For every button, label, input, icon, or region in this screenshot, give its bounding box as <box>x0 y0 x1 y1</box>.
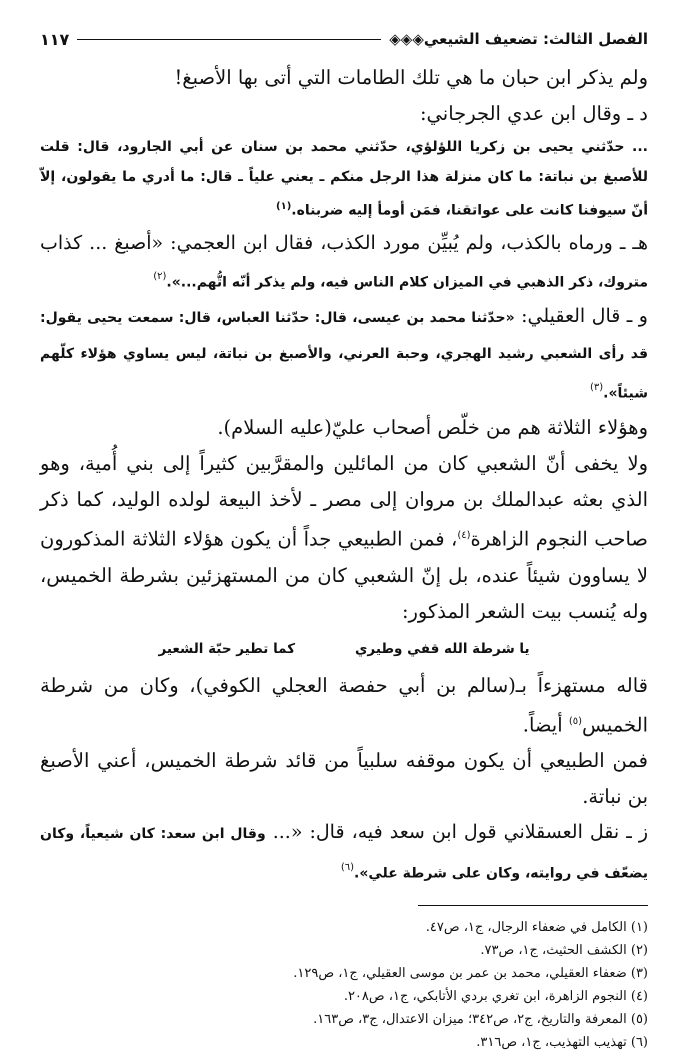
paragraph-text: أيضاً. <box>522 713 569 737</box>
paragraph-text: د ـ وقال ابن عدي الجرجاني: <box>419 102 648 125</box>
footnotes <box>40 916 648 1054</box>
footnote-marker: (٦) <box>340 862 354 874</box>
paragraph-text: ، فمن الطبيعي جداً أن يكون هؤلاء الثلاثة المذكورون لا يساوون شيئاً عنده، بل إنّ الشعبي كان من المستهزئين بشرطة الخميس، وله يُنسب بيت الشعر المذكور: <box>40 527 648 623</box>
running-header <box>40 26 648 52</box>
poem-hemistich-first: يا شرطة الله قفي وطيري <box>355 640 530 657</box>
paragraph-text: و ـ قال العقيلي: <box>521 304 648 327</box>
footnote: (٦) تهذيب التهذيب، ج١، ص٣١٦. <box>476 1034 648 1050</box>
footnote-marker: (١) <box>276 201 292 212</box>
main-text <box>40 60 648 891</box>
header-rule <box>77 39 381 40</box>
paragraph <box>40 299 648 410</box>
quotation-text: وقال ابن سعد: كان شيعياً، وكان يضعّف في روايته، وكان على شرطة علي». <box>40 826 648 882</box>
paragraph <box>40 668 648 744</box>
paragraph-text: فمن الطبيعي أن يكون موقفه سلبياً من قائد شرطة الخميس، أعني الأصبغ بن نباتة. <box>40 749 648 809</box>
footnote: (٥) المعرفة والتاريخ، ج٢، ص٣٤٢؛ ميزان الاعتدال، ج٣، ص١٦٣. <box>313 1011 648 1027</box>
footnote-marker: (٥) <box>568 715 583 727</box>
quotation <box>40 132 648 226</box>
paragraph <box>40 226 648 299</box>
paragraph-text: قاله مستهزءاً بـ(سالم بن أبي حفصة العجلي الكوفي)، وكان من شرطة الخميس <box>40 673 648 737</box>
paragraph <box>40 410 648 446</box>
footnote-marker: (٢) <box>153 270 167 282</box>
quotation-text: «حدّثنا محمد بن عيسى، قال: حدّثنا العباس، قال: سمعت يحيى يقول: قد رأى الشعبي رشيد الهجري، وحبة العرني، والأصبغ بن نباتة، ليس يساوي هؤلاء كلّهم شيئاً». <box>40 309 648 402</box>
paragraph-text: ولا يخفى أنّ الشعبي كان من المائلين والمقرَّبين كثيراً إلى بني أُمية، وهو الذي بعثه عبدالملك بن مروان إلى مصر ـ لأخذ البيعة لولده الوليد، كما ذكر صاحب النجوم الزاهرة <box>40 452 648 551</box>
footnote-marker: (٤) <box>457 530 471 542</box>
paragraph <box>40 743 648 815</box>
footnote-marker: (٣) <box>589 381 604 393</box>
footnote: (١) الكامل في ضعفاء الرجال، ج١، ص٤٧. <box>425 919 648 935</box>
quotation-text: ... حدّثني يحيى بن زكريا اللؤلؤي، حدّثني محمد بن سنان عن أبي الجارود، قال: قلت للأصبغ بن نباتة: ما كان منزلة هذا الرجل منكم ـ يعني علياً ـ قال: ما أدري ما يقولون، إلاّ أنّ سيوفنا كانت على عواتقنا، فمَن أومأ إليه ضربناه. <box>40 139 648 219</box>
poem-verse <box>40 630 648 668</box>
paragraph-text: ولم يذكر ابن حبان ما هي تلك الطامات التي أتى بها الأصبغ! <box>174 66 648 89</box>
paragraph-text: وهؤلاء الثلاثة هم من خلّص أصحاب عليّ(عليه السلام). <box>217 416 648 440</box>
footnote: (٣) ضعفاء العقيلي، محمد بن عمر بن موسى العقيلي، ج١، ص١٢٩. <box>293 965 648 981</box>
page-number: ١١٧ <box>40 29 70 49</box>
poem-hemistich-second: كما تطير حبّة الشعير <box>158 640 296 657</box>
paragraph-text: هـ ـ ورماه بالكذب، ولم يُبيِّن مورد الكذب، فقال ابن العجمي: «أصبغ ... كذاب <box>40 231 648 254</box>
footnote-separator <box>418 905 648 906</box>
footnote: (٤) النجوم الزاهرة، ابن تغري بردي الأتابكي، ج١، ص٢٠٨. <box>343 988 648 1004</box>
paragraph <box>40 96 648 132</box>
chapter-title: الفصل الثالث: تضعيف الشيعي◈◈◈ <box>389 30 648 48</box>
paragraph-text: ز ـ نقل العسقلاني قول ابن سعد فيه، قال: «... <box>272 821 648 844</box>
paragraph <box>40 815 648 890</box>
paragraph <box>40 60 648 96</box>
footnote: (٢) الكشف الحثيث، ج١، ص٧٣. <box>480 942 648 958</box>
paragraph <box>40 446 648 630</box>
quotation-text: متروك، ذكر الذهبي في الميزان كلام الناس فيه، ولم يذكر أنّه اتُّهم...». <box>166 273 648 290</box>
